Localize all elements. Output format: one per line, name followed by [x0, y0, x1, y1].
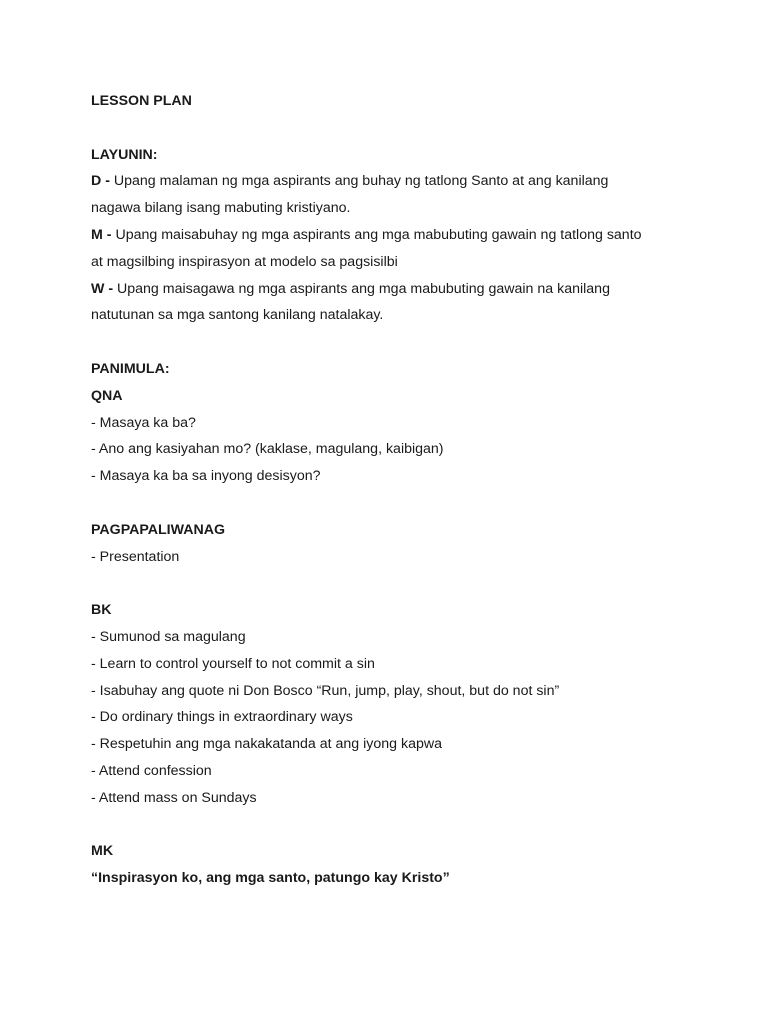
mk-quote: “Inspirasyon ko, ang mga santo, patungo kay Kristo” — [91, 870, 450, 887]
spacer — [91, 329, 711, 356]
list-item: - Masaya ka ba sa inyong desisyon? — [91, 468, 321, 485]
pagpapaliwanag-section — [91, 517, 711, 571]
mk-heading: MK — [91, 843, 114, 860]
list-item: - Attend mass on Sundays — [91, 789, 257, 806]
objective-text: Upang maisabuhay ng mga aspirants ang mga mabubuting gawain ng tatlong santo — [115, 226, 642, 243]
objective-m-cont: at magsilbing inspirasyon at modelo sa pagsisilbi — [91, 253, 398, 270]
objective-w — [91, 276, 711, 303]
list-item: - Attend confession — [91, 762, 212, 779]
objective-label: M - — [91, 226, 112, 243]
list-item: - Do ordinary things in extraordinary ways — [91, 709, 353, 726]
list-item: - Isabuhay ang quote ni Don Bosco “Run, jump, play, shout, but do not sin” — [91, 682, 560, 699]
spacer — [91, 490, 711, 517]
objective-w-cont: natutunan sa mga santong kanilang natalakay. — [91, 307, 384, 324]
objective-m — [91, 222, 711, 249]
objective-label: W - — [91, 280, 114, 297]
bk-heading: BK — [91, 602, 112, 619]
document-page — [91, 88, 711, 892]
objective-label: D - — [91, 173, 110, 190]
bk-section — [91, 597, 711, 811]
layunin-section — [91, 142, 711, 330]
list-item: - Presentation — [91, 548, 180, 565]
list-item: - Masaya ka ba? — [91, 414, 196, 431]
spacer — [91, 115, 711, 142]
spacer — [91, 812, 711, 839]
qna-subheading: QNA — [91, 387, 123, 404]
spacer — [91, 570, 711, 597]
list-item: - Sumunod sa magulang — [91, 628, 246, 645]
mk-section — [91, 838, 711, 892]
layunin-heading: LAYUNIN: — [91, 146, 158, 163]
pagpapaliwanag-heading: PAGPAPALIWANAG — [91, 521, 225, 538]
objective-d-cont: nagawa bilang isang mabuting kristiyano. — [91, 200, 351, 217]
document-title: LESSON PLAN — [91, 93, 192, 109]
list-item: - Respetuhin ang mga nakakatanda at ang iyong kapwa — [91, 736, 442, 753]
list-item: - Learn to control yourself to not commit a sin — [91, 655, 375, 672]
objective-text: Upang maisagawa ng mga aspirants ang mga mabubuting gawain na kanilang — [117, 280, 610, 297]
objective-d — [91, 168, 711, 195]
panimula-heading: PANIMULA: — [91, 360, 170, 377]
objective-text: Upang malaman ng mga aspirants ang buhay ng tatlong Santo at ang kanilang — [113, 173, 609, 190]
panimula-section — [91, 356, 711, 490]
list-item: - Ano ang kasiyahan mo? (kaklase, magulang, kaibigan) — [91, 441, 444, 458]
